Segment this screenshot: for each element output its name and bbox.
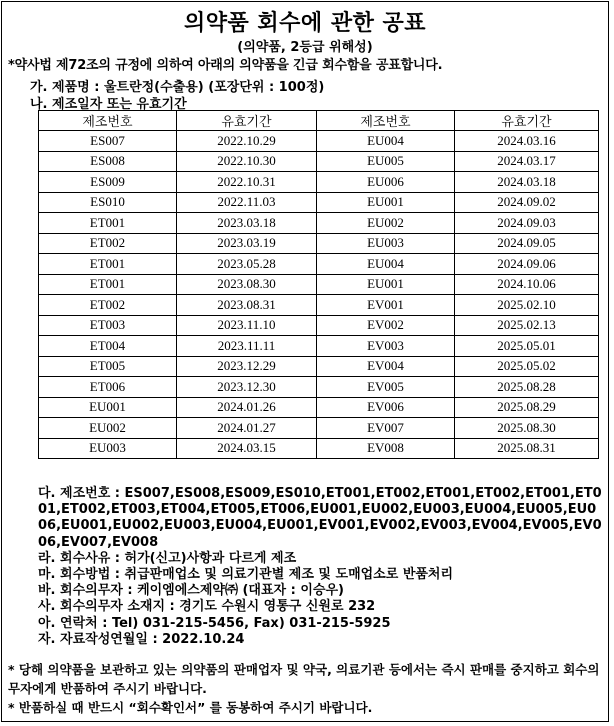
expiry-date-cell: 2023.03.19 bbox=[177, 233, 317, 254]
table-row bbox=[39, 274, 599, 295]
lot-number-cell: ET001 bbox=[39, 274, 177, 295]
recall-obligor: 바. 회수의무자 : 케이엠에스제약㈜ (대표자 : 이승우) bbox=[38, 583, 344, 599]
expiry-date-cell: 2024.09.06 bbox=[455, 254, 599, 275]
expiry-date-cell: 2024.09.03 bbox=[455, 213, 599, 234]
lot-number-cell: EU002 bbox=[317, 213, 455, 234]
expiry-date-cell: 2024.03.15 bbox=[177, 438, 317, 459]
expiry-date-cell: 2025.08.29 bbox=[455, 397, 599, 418]
lot-number-cell: EU001 bbox=[317, 192, 455, 213]
table-row bbox=[39, 356, 599, 377]
expiry-date-cell: 2025.08.30 bbox=[455, 418, 599, 439]
lot-number-cell: EV008 bbox=[317, 438, 455, 459]
lot-number-cell: ET003 bbox=[39, 315, 177, 336]
table-header-row bbox=[39, 111, 599, 131]
lot-number-cell: EU001 bbox=[39, 397, 177, 418]
lot-number-cell: ET002 bbox=[39, 295, 177, 316]
manufacture-expiry-heading: 나. 제조일자 또는 유효기간 bbox=[30, 97, 187, 112]
lot-number-cell: EU004 bbox=[317, 254, 455, 275]
expiry-date-cell: 2023.08.30 bbox=[177, 274, 317, 295]
table-row bbox=[39, 131, 599, 152]
lot-number-cell: ET001 bbox=[39, 254, 177, 275]
obligor-address: 사. 회수의무자 소재지 : 경기도 수원시 영통구 신원로 232 bbox=[38, 599, 376, 615]
table-row bbox=[39, 418, 599, 439]
expiry-date-cell: 2024.03.18 bbox=[455, 172, 599, 193]
lot-number-cell: EU003 bbox=[317, 233, 455, 254]
expiry-date-cell: 2024.10.06 bbox=[455, 274, 599, 295]
expiry-date-cell: 2024.01.27 bbox=[177, 418, 317, 439]
contact-info: 아. 연락처 : Tel) 031-215-5456, Fax) 031-215-5925 bbox=[38, 615, 391, 631]
table-row bbox=[39, 397, 599, 418]
lot-number-cell: ES009 bbox=[39, 172, 177, 193]
header-lot-number-2: 제조번호 bbox=[317, 111, 455, 131]
table-body bbox=[39, 131, 599, 459]
lot-number-cell: EV006 bbox=[317, 397, 455, 418]
lot-number-cell: EV004 bbox=[317, 356, 455, 377]
expiry-date-cell: 2025.05.02 bbox=[455, 356, 599, 377]
lot-number-cell: EV005 bbox=[317, 377, 455, 398]
recall-notice bbox=[1, 1, 609, 722]
expiry-date-cell: 2022.10.29 bbox=[177, 131, 317, 152]
expiry-date-cell: 2022.11.03 bbox=[177, 192, 317, 213]
lot-number-cell: EV003 bbox=[317, 336, 455, 357]
expiry-date-cell: 2023.12.29 bbox=[177, 356, 317, 377]
table-row bbox=[39, 192, 599, 213]
table-row bbox=[39, 377, 599, 398]
lot-number-cell: EU002 bbox=[39, 418, 177, 439]
lot-number-cell: EV007 bbox=[317, 418, 455, 439]
lot-number-cell: EV001 bbox=[317, 295, 455, 316]
notice-return-form: * 반품하실 때 반드시 “회수확인서” 를 동봉하여 주시기 바랍니다. bbox=[8, 700, 373, 715]
expiry-date-cell: 2022.10.30 bbox=[177, 151, 317, 172]
lot-number-cell: ES008 bbox=[39, 151, 177, 172]
expiry-date-cell: 2022.10.31 bbox=[177, 172, 317, 193]
recall-method: 마. 회수방법 : 취급판매업소 및 의료기관별 제조 및 도매업소로 반품처리 bbox=[38, 567, 454, 583]
expiry-date-cell: 2025.02.10 bbox=[455, 295, 599, 316]
lot-number-cell: EU004 bbox=[317, 131, 455, 152]
lot-number-cell: ET004 bbox=[39, 336, 177, 357]
lot-number-list: 다. 제조번호 : ES007,ES008,ES009,ES010,ET001,ET002,ET001,ET002,ET001,ET001,ET002,ET003,ET004,ET005,ET006,EU001,EU002,EU003,EU004,EU005,EU006,EU001,EU002,EU003,EU004,EU001,EV001,EV002,EV003,EV004,EV005,EV006,EV007,EV008 bbox=[38, 486, 602, 550]
table-row bbox=[39, 172, 599, 193]
expiry-date-cell: 2024.01.26 bbox=[177, 397, 317, 418]
lot-number-cell: ET001 bbox=[39, 213, 177, 234]
expiry-date-cell: 2023.11.11 bbox=[177, 336, 317, 357]
page-subtitle: (의약품, 2등급 위해성) bbox=[237, 40, 373, 55]
header-expiry-date: 유효기간 bbox=[177, 111, 317, 131]
table-row bbox=[39, 254, 599, 275]
expiry-date-cell: 2025.02.13 bbox=[455, 315, 599, 336]
table-row bbox=[39, 295, 599, 316]
header-lot-number: 제조번호 bbox=[39, 111, 177, 131]
expiry-date-cell: 2023.03.18 bbox=[177, 213, 317, 234]
notice-stop-sales: * 당해 의약품을 보관하고 있는 의약품의 판매업자 및 약국, 의료기관 등에서는 즉시 판매를 중지하고 회수의무자에게 반품하여 주시기 바랍니다. bbox=[8, 662, 600, 696]
lot-number-cell: ES010 bbox=[39, 192, 177, 213]
document-date: 자. 자료작성연월일 : 2022.10.24 bbox=[38, 631, 245, 647]
notices bbox=[8, 660, 604, 717]
expiry-date-cell: 2025.08.28 bbox=[455, 377, 599, 398]
recall-details bbox=[38, 486, 604, 648]
expiry-date-cell: 2024.03.17 bbox=[455, 151, 599, 172]
expiry-date-cell: 2024.09.05 bbox=[455, 233, 599, 254]
lot-number-cell: ES007 bbox=[39, 131, 177, 152]
lot-number-cell: ET005 bbox=[39, 356, 177, 377]
product-name: 가. 제품명 : 울트란정(수출용) (포장단위 : 100정) bbox=[30, 80, 325, 95]
expiry-date-cell: 2024.03.16 bbox=[455, 131, 599, 152]
expiry-date-cell: 2025.05.01 bbox=[455, 336, 599, 357]
page-title: 의약품 회수에 관한 공표 bbox=[184, 11, 426, 36]
expiry-date-cell: 2023.11.10 bbox=[177, 315, 317, 336]
table-row bbox=[39, 233, 599, 254]
lot-number-cell: EU001 bbox=[317, 274, 455, 295]
table-row bbox=[39, 213, 599, 234]
table-row bbox=[39, 438, 599, 459]
lot-number-cell: EU003 bbox=[39, 438, 177, 459]
table-row bbox=[39, 336, 599, 357]
expiry-date-cell: 2023.08.31 bbox=[177, 295, 317, 316]
intro-statement: *약사법 제72조의 규정에 의하여 아래의 의약품을 긴급 회수함을 공표합니다. bbox=[8, 58, 443, 73]
lot-number-cell: ET006 bbox=[39, 377, 177, 398]
table-row bbox=[39, 315, 599, 336]
lot-number-cell: EU005 bbox=[317, 151, 455, 172]
lot-number-cell: EU006 bbox=[317, 172, 455, 193]
expiry-date-cell: 2023.05.28 bbox=[177, 254, 317, 275]
recall-reason: 라. 회수사유 : 허가(신고)사항과 다르게 제조 bbox=[38, 550, 297, 566]
lot-number-cell: EV002 bbox=[317, 315, 455, 336]
expiry-date-cell: 2025.08.31 bbox=[455, 438, 599, 459]
expiry-date-cell: 2024.09.02 bbox=[455, 192, 599, 213]
header-expiry-date-2: 유효기간 bbox=[455, 111, 599, 131]
expiry-date-cell: 2023.12.30 bbox=[177, 377, 317, 398]
lot-expiry-table bbox=[38, 110, 599, 459]
table-row bbox=[39, 151, 599, 172]
lot-number-cell: ET002 bbox=[39, 233, 177, 254]
